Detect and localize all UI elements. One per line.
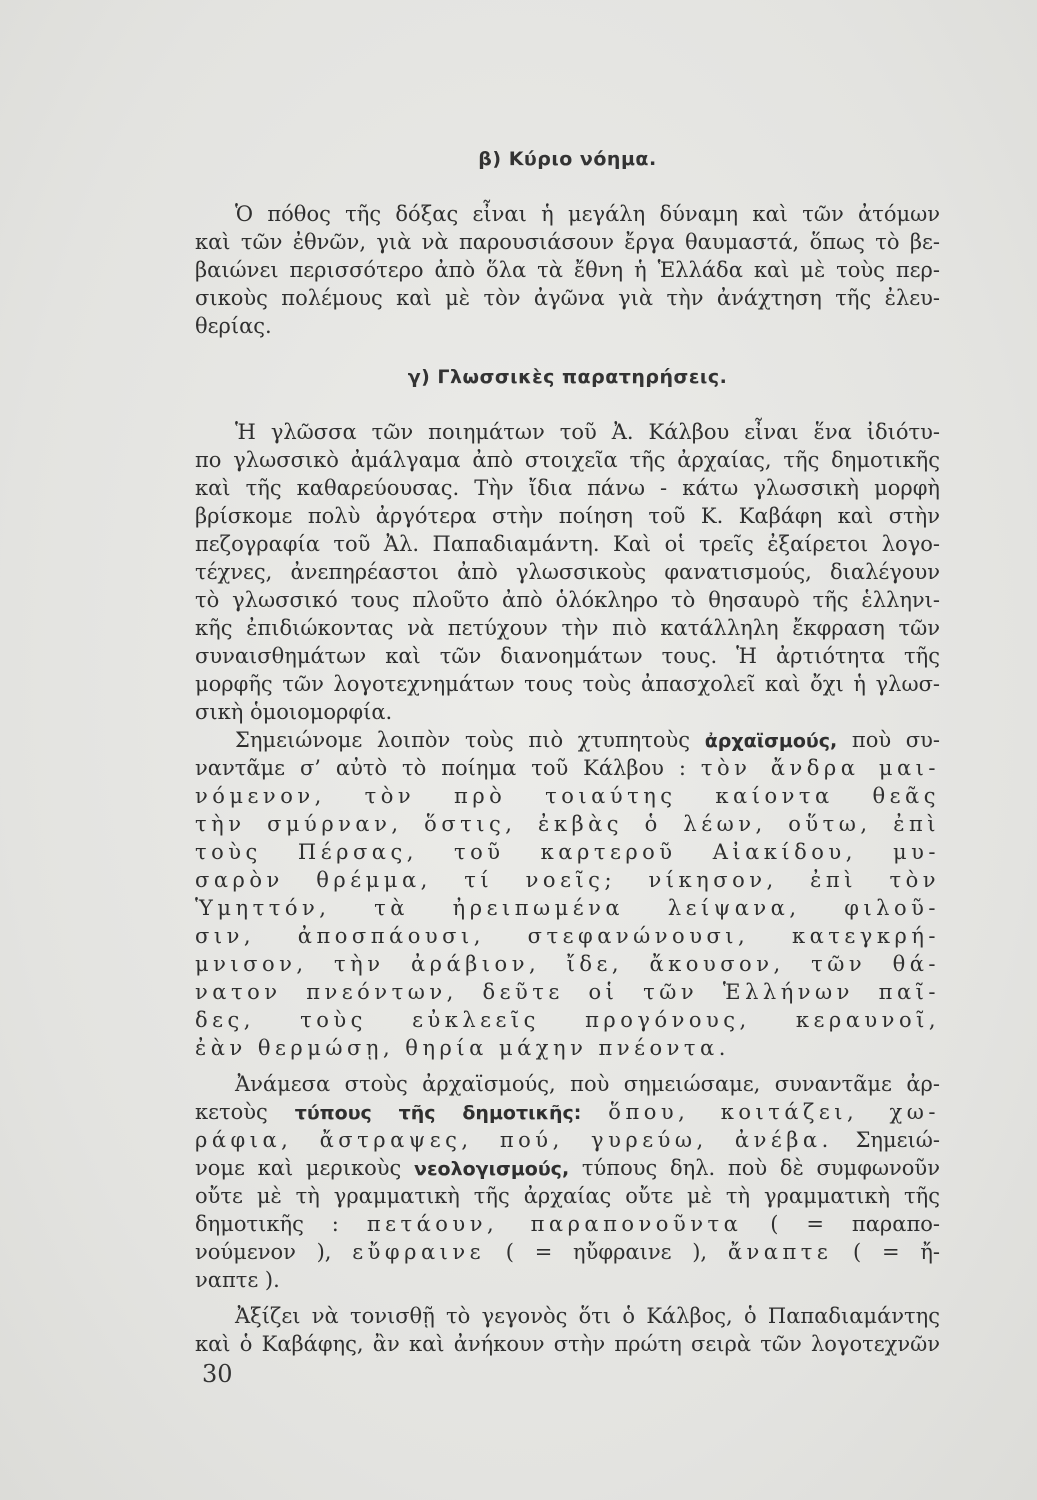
spaced-quote: εὔφραινε	[352, 1240, 486, 1264]
spaced-quote-line: τοὺς Πέρσας, τοῦ καρτεροῦ Αἰακίδου, μυ-	[195, 840, 940, 864]
text-line: σικὴ ὁμοιομορφία.	[195, 700, 393, 724]
text-run: ποὺ συ-	[851, 728, 940, 752]
text-run: Σημειώνομε λοιπὸν τοὺς πιὸ χτυπητοὺς	[235, 728, 691, 752]
text-line: θερίας.	[195, 314, 272, 338]
spaced-quote-line: νατον πνεόντων, δεῦτε οἱ τῶν Ἑλλήνων παῖ-	[195, 980, 940, 1004]
bold-term-neologisms: νεολογισμούς,	[414, 1158, 570, 1180]
spaced-quote-line: δες, τοὺς εὐκλεεῖς προγόνους, κεραυνοῖ,	[195, 1008, 940, 1032]
bold-term-archaisms: ἀρχαϊσμούς,	[704, 730, 838, 752]
text-line	[195, 1126, 940, 1154]
text-line: πο γλωσσικὸ ἀμάλγαμα ἀπὸ στοιχεῖα τῆς ἀρχαίας, τῆς δημοτικῆς	[195, 448, 940, 472]
text-line: καὶ ὁ Καβάφης, ἂν καὶ ἀνήκουν στὴν πρώτη σειρὰ τῶν λογοτεχνῶν	[195, 1332, 940, 1356]
spaced-quote: ράφια, ἄστραψες, πού, γυρεύω, ἀνέβα.	[195, 1128, 833, 1152]
text-line	[195, 1210, 940, 1238]
text-line: οὔτε μὲ τὴ γραμματικὴ τῆς ἀρχαίας οὔτε μὲ τὴ γραμματικὴ τῆς	[195, 1184, 940, 1208]
text-line: καὶ τῶν ἐθνῶν, γιὰ νὰ παρουσιάσουν ἔργα θαυμαστά, ὅπως τὸ βε-	[195, 230, 940, 254]
text-line	[195, 1098, 940, 1127]
text-run: τύπους δηλ. ποὺ δὲ συμφωνοῦν	[581, 1156, 940, 1180]
spaced-quote-line: νόμενον, τὸν πρὸ τοιαύτης καίοντα θεᾶς	[195, 784, 940, 808]
text-line: Ἡ γλῶσσα τῶν ποιημάτων τοῦ Ἀ. Κάλβου εἶναι ἕνα ἰδιότυ-	[235, 420, 940, 444]
text-line: τὸ γλωσσικό τους πλοῦτο ἀπὸ ὁλόκληρο τὸ θησαυρὸ τῆς ἑλληνι-	[195, 588, 940, 612]
spaced-quote: ἄναπτε	[727, 1240, 833, 1264]
text-run: νούμενον ),	[195, 1240, 332, 1264]
text-run: ( = παραπο-	[770, 1212, 940, 1236]
text-line: τέχνες, ἀνεπηρέαστοι ἀπὸ γλωσσικοὺς φανατισμούς, διαλέγουν	[195, 560, 940, 584]
spaced-quote-line: ἐὰν θερμώσῃ, θηρία μάχην πνέοντα.	[195, 1036, 730, 1060]
text-line: Ἀξίζει νὰ τονισθῇ τὸ γεγονὸς ὅτι ὁ Κάλβος, ὁ Παπαδιαμάντης	[235, 1304, 940, 1328]
bold-term-demotic: τύπους τῆς δημοτικῆς:	[294, 1102, 582, 1124]
text-line: κῆς ἐπιδιώκοντας νὰ πετύχουν τὴν πιὸ κατάλληλη ἔκφραση τῶν	[195, 616, 940, 640]
text-run: ναντᾶμε σ’ αὐτὸ τὸ ποίημα τοῦ Κάλβου :	[195, 756, 686, 780]
spaced-quote-line: μνισον, τὴν ἀράβιον, ἴδε, ἄκουσον, τῶν θά-	[195, 952, 940, 976]
text-line: μορφῆς τῶν λογοτεχνημάτων τους τοὺς ἀπασχολεῖ καὶ ὄχι ἡ γλωσ-	[195, 672, 940, 696]
section-heading-linguistic-remarks: γ) Γλωσσικὲς παρατηρήσεις.	[407, 366, 728, 388]
text-line	[195, 1154, 940, 1183]
text-run: Σημειώ-	[855, 1128, 940, 1152]
spaced-quote: ὅπου, κοιτάζει, χω-	[608, 1100, 940, 1124]
section-heading-main-idea: β) Κύριο νόημα.	[478, 148, 657, 170]
text-line: σικοὺς πολέμους καὶ μὲ τὸν ἀγῶνα γιὰ τὴν ἀνάχτηση τῆς ἐλευ-	[195, 286, 940, 310]
text-line: καὶ τῆς καθαρεύουσας. Τὴν ἴδια πάνω - κάτω γλωσσικὴ μορφὴ	[195, 476, 940, 500]
text-line: βρίσκομε πολὺ ἀργότερα στὴν ποίηση τοῦ Κ. Καβάφη καὶ στὴν	[195, 504, 940, 528]
text-line	[195, 754, 940, 782]
page-number: 30	[202, 1360, 233, 1388]
spaced-quote-line: σαρὸν θρέμμα, τί νοεῖς; νίκησον, ἐπὶ τὸν	[195, 868, 940, 892]
spaced-quote-line: τὴν σμύρναν, ὅστις, ἐκβὰς ὁ λέων, οὕτω, ἐπὶ	[195, 812, 940, 836]
text-line: συναισθημάτων καὶ τῶν διανοημάτων τους. Ἡ ἀρτιότητα τῆς	[195, 644, 940, 668]
text-run: κετοὺς	[195, 1100, 268, 1124]
text-line: Ἀνάμεσα στοὺς ἀρχαϊσμούς, ποὺ σημειώσαμε, συναντᾶμε ἀρ-	[235, 1072, 940, 1096]
spaced-quote-line: σιν, ἀποσπάουσι, στεφανώνουσι, κατεγκρή-	[195, 924, 940, 948]
spaced-quote: τὸν ἄνδρα μαι-	[700, 756, 940, 780]
text-line: πεζογραφία τοῦ Ἀλ. Παπαδιαμάντη. Καὶ οἱ τρεῖς ἐξαίρετοι λογο-	[195, 532, 940, 556]
text-line: βαιώνει περισσότερο ἀπὸ ὅλα τὰ ἔθνη ἡ Ἑλλάδα καὶ μὲ τοὺς περ-	[195, 258, 940, 282]
spaced-quote: πετάουν, παραπονοῦντα	[366, 1212, 743, 1236]
text-line: Ὁ πόθος τῆς δόξας εἶναι ἡ μεγάλη δύναμη καὶ τῶν ἀτόμων	[235, 202, 940, 226]
spaced-quote-line: Ὑμηττόν, τὰ ἠρειπωμένα λείψανα, φιλοῦ-	[195, 896, 940, 920]
text-run: δημοτικῆς :	[195, 1212, 339, 1236]
text-run: ( = ηὔφραινε ),	[505, 1240, 708, 1264]
text-run: ( = ἤ-	[853, 1240, 940, 1264]
text-run: νομε καὶ μερικοὺς	[195, 1156, 402, 1180]
text-line	[195, 726, 940, 755]
text-line: ναπτε ).	[195, 1268, 280, 1292]
text-line	[195, 1238, 940, 1266]
